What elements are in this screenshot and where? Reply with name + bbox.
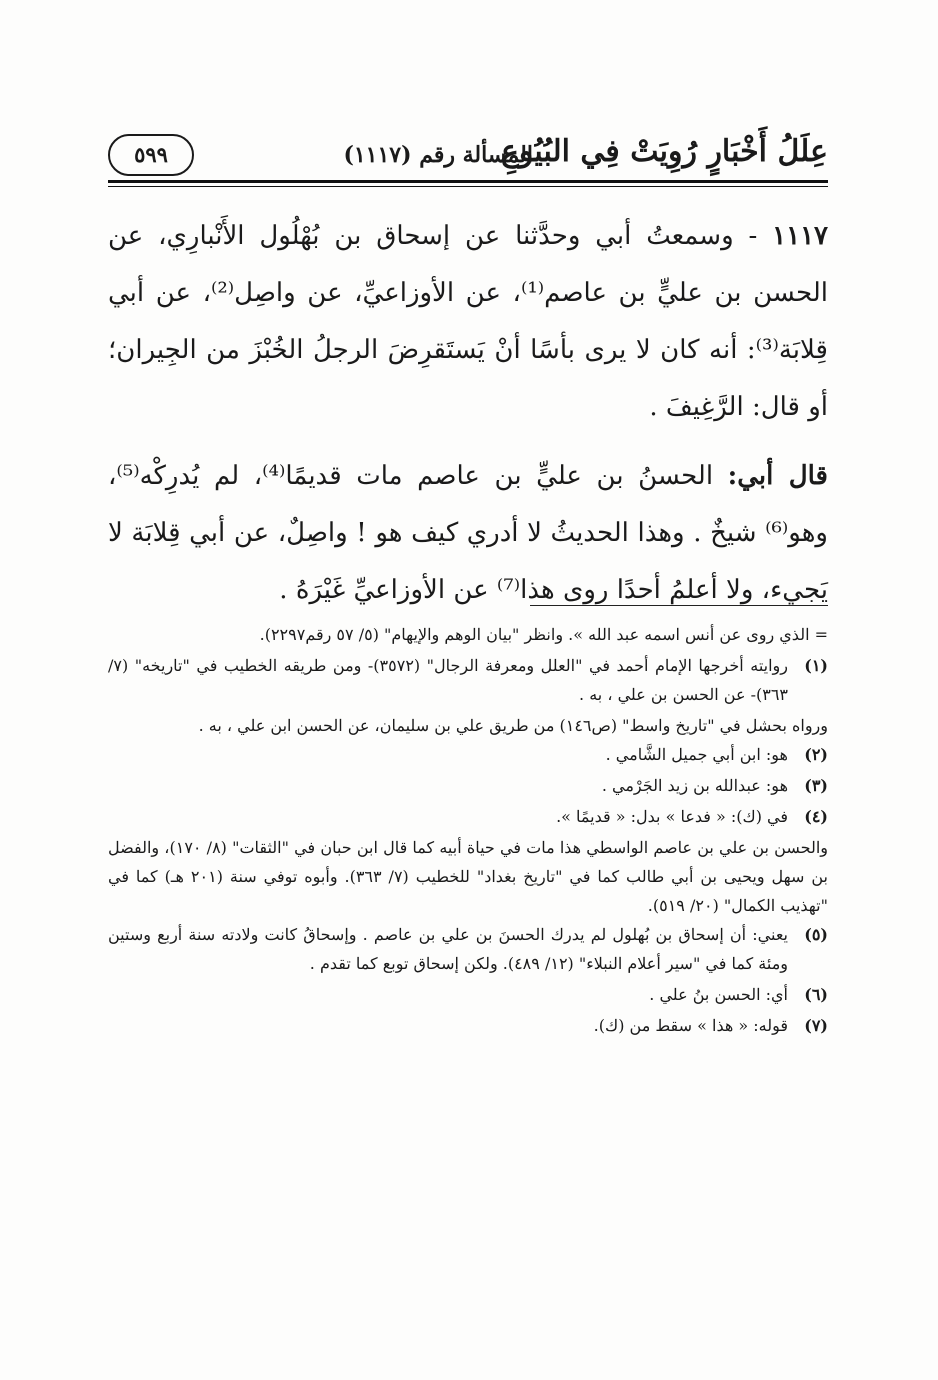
footnote-text: قوله: « هذا » سقط من (ك). [593,1016,788,1035]
header-rule-thin [108,186,828,187]
footnote-text: هو: ابن أبي جميل الشَّامي . [605,745,788,764]
footnote-text: يعني: أن إسحاق بن بُهلول لم يدرك الحسنَ بن علي بن عاصم . وإسحاقُ كانت ولادته سنة أربع وستين ومئة كما في "سير أعلام النبلاء" (١٢/ ٤٨٩). ولكن إسحاق توبع كما تقدم . [108,925,788,973]
hadith-number: ١١١٧ [772,221,828,251]
book-title: عِلَلُ أَخْبَارٍ رُوِيَتْ فِي البُيُوعِ [501,134,828,169]
footnote-text: أي: الحسن بنُ علي . [649,985,788,1004]
commentary-paragraph [108,448,828,619]
header-rule-thick [108,180,828,183]
footnote-number: (٤) [804,807,828,826]
page-number-badge: ٥٩٩ [108,134,194,176]
speaker-label: قال أبي: [727,461,828,491]
footnote-item [108,980,828,1009]
footnote-text: في (ك): « فدعا » بدل: « قديمًا ». [556,807,788,826]
footnote-item [108,920,828,978]
main-text [108,208,828,619]
footnote-item [108,771,828,800]
footnote-item [108,802,828,831]
footnote-text: روايته أخرجها الإمام أحمد في "العلل ومعرفة الرجال" (٣٥٧٢)- ومن طريقه الخطيب في "تاريخه" (٧/ ٣٦٣)- عن الحسن بن علي ، به . [108,656,788,704]
footnote-item [108,740,828,769]
footnote-subtext: والحسن بن علي بن عاصم الواسطي هذا مات في حياة أبيه كما قال ابن حبان في "الثقات" (٨/ ١٧٠)، والفضل بن سهل ويحيى بن أبي طالب كما في "تاريخ بغداد" للخطيب (٧/ ٣٦٣). وأبوه توفي سنة (٢٠١ هـ) كما في "تهذيب الكمال" (٢٠/ ٥١٩). [108,838,829,915]
commentary-text: الحسنُ بن عليٍّ بن عاصم مات قديمًا⁽⁴⁾، لم يُدرِكْه⁽⁵⁾، وهو⁽⁶⁾ شيخٌ . وهذا الحديثُ لا أدري كيف هو ! واصِلٌ، عن أبي قِلابَة لا يَجيء، ولا أعلمُ أحدًا روى هذا⁽⁷⁾ عن الأوزاعيِّ غَيْرَهُ . [108,461,828,605]
footnote-text: هو: عبدالله بن زيد الجَرْمي . [601,776,788,795]
hadith-text: - وسمعتُ أبي وحدَّثنا عن إسحاق بن بُهْلُول الأَنْبارِي، عن الحسن بن عليٍّ بن عاصم⁽¹⁾، عن الأوزاعيِّ، عن واصِل⁽²⁾، عن أبي قِلابَة⁽³⁾: أنه كان لا يرى بأسًا أنْ يَستَقرِضَ الرجلُ الخُبْزَ من الجِيران؛ أو قال: الرَّغِيفَ . [108,221,828,422]
footnote-number: (٢) [804,745,828,764]
footnote-item [108,1011,828,1040]
running-header [108,126,828,186]
footnote-number: (٥) [804,925,828,944]
footnote-item [108,651,828,709]
footnote-number: (٣) [804,776,828,795]
issue-number: المسألة رقم (١١١٧) [343,142,533,168]
footnote-number: (٦) [804,985,828,1004]
footnote-subtext: ورواه بحشل في "تاريخ واسط" (ص١٤٦) من طريق علي بن سليمان، عن الحسن ابن علي ، به . [198,716,828,735]
footnote-separator [530,605,828,606]
footnote-number: (٧) [804,1016,828,1035]
footnotes [108,620,828,1042]
footnote-number: (١) [804,656,828,675]
footnote-continuation: = الذي روى عن أنس اسمه عبد الله ». وانظر "بيان الوهم والإيهام" (٥/ ٥٧ رقم٢٢٩٧). [259,625,828,644]
hadith-paragraph [108,208,828,436]
